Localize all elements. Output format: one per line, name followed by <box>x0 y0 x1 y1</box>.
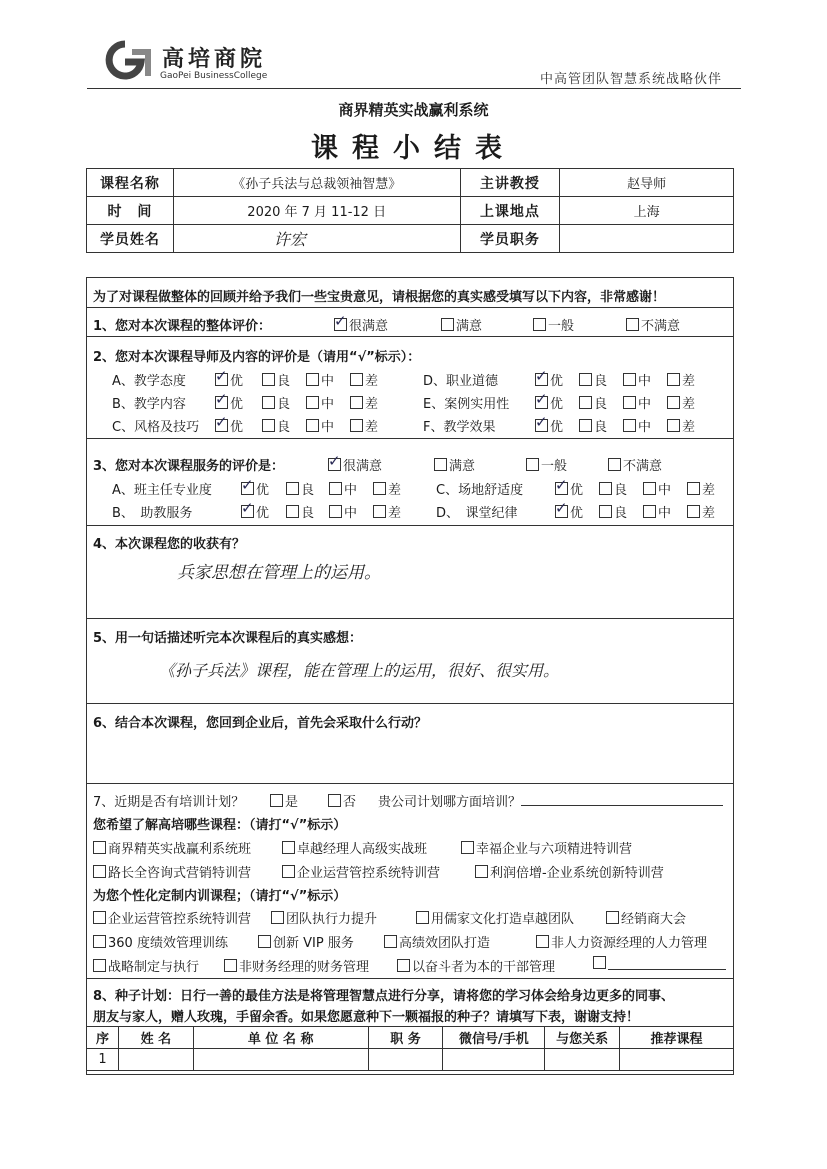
q2-grade-option[interactable] <box>215 393 243 412</box>
checkbox-icon <box>93 935 106 948</box>
q7-option-yes[interactable] <box>270 791 298 810</box>
q3-item-label: C、场地舒适度 <box>436 483 524 498</box>
table-cell[interactable] <box>368 1049 443 1071</box>
grade-label: 良 <box>277 397 291 412</box>
q1-option-unsatisfied[interactable] <box>626 315 680 334</box>
q2-grade-option[interactable] <box>350 370 378 389</box>
grade-label: 优 <box>570 506 584 521</box>
checkbox-checked-icon <box>535 419 548 432</box>
checkbox-icon <box>606 911 619 924</box>
course-name-label: 课程名称 <box>87 169 174 197</box>
table-cell[interactable] <box>443 1049 545 1071</box>
checkbox-icon <box>599 505 612 518</box>
gaopei-logo-icon <box>96 40 154 80</box>
course-name-value[interactable]: 《孙子兵法与总裁领袖智慧》 <box>173 169 460 197</box>
checkbox-icon <box>329 505 342 518</box>
grade-label: 优 <box>256 483 270 498</box>
checkbox-icon <box>286 482 299 495</box>
checkbox-icon <box>608 458 621 471</box>
checkbox-icon <box>282 841 295 854</box>
grade-label: 优 <box>550 397 564 412</box>
custom-courses-label: 为您个性化定制内训课程；（请打“√”标示） <box>93 889 347 904</box>
q2-grade-option[interactable] <box>215 370 243 389</box>
checkbox-icon <box>579 419 592 432</box>
checkbox-icon <box>286 505 299 518</box>
course-option[interactable] <box>416 908 574 927</box>
course-option[interactable] <box>606 908 686 927</box>
q2-item-label: B、教学内容 <box>112 397 186 412</box>
checkbox-icon <box>667 419 680 432</box>
q2-grade-option[interactable] <box>623 370 651 389</box>
option-label: 满意 <box>456 319 483 334</box>
course-option[interactable] <box>536 932 707 951</box>
checkbox-icon <box>626 318 639 331</box>
q3-option-unsatisfied[interactable] <box>608 455 662 474</box>
q3-grade-option[interactable] <box>599 502 627 521</box>
checkbox-icon <box>373 505 386 518</box>
q4-label: 4、本次课程您的收获有？ <box>93 537 246 552</box>
course-option-label: 卓越经理人高级实战班 <box>297 842 428 857</box>
course-option-label: 团队执行力提升 <box>286 912 378 927</box>
q3-grade-option[interactable] <box>643 479 671 498</box>
grade-label: 差 <box>388 506 402 521</box>
grade-label: 优 <box>230 374 244 389</box>
grade-label: 良 <box>594 397 608 412</box>
q1-option-average[interactable] <box>533 315 574 334</box>
checkbox-icon <box>416 911 429 924</box>
checkbox-icon <box>536 935 549 948</box>
q3-item-label: A、班主任专业度 <box>112 483 212 498</box>
course-option-label: 非财务经理的财务管理 <box>239 960 370 975</box>
checkbox-checked-icon <box>215 396 228 409</box>
checkbox-icon <box>643 505 656 518</box>
time-value[interactable]: 2020 年 7 月 11-12 日 <box>173 197 460 225</box>
divider <box>87 307 733 308</box>
checkbox-icon <box>93 865 106 878</box>
divider <box>87 525 733 526</box>
grade-label: 差 <box>702 483 716 498</box>
q2-grade-option[interactable] <box>262 370 290 389</box>
q2-grade-option[interactable] <box>262 416 290 435</box>
checkbox-icon <box>461 841 474 854</box>
divider <box>87 978 733 979</box>
header-divider <box>87 88 741 89</box>
grade-label: 优 <box>230 397 244 412</box>
grade-label: 良 <box>614 483 628 498</box>
checkbox-icon <box>350 373 363 386</box>
grade-label: 中 <box>638 397 652 412</box>
checkbox-icon <box>384 935 397 948</box>
q2-grade-option[interactable] <box>667 393 695 412</box>
course-option[interactable] <box>93 908 251 927</box>
grade-label: 差 <box>365 397 379 412</box>
checkbox-icon <box>262 419 275 432</box>
grade-label: 中 <box>658 506 672 521</box>
grade-label: 中 <box>344 506 358 521</box>
grade-label: 中 <box>321 397 335 412</box>
q3-grade-option[interactable] <box>329 502 357 521</box>
grade-label: 优 <box>230 420 244 435</box>
course-option[interactable] <box>461 838 632 857</box>
grade-label: 中 <box>344 483 358 498</box>
option-label: 不满意 <box>641 319 681 334</box>
course-option[interactable] <box>384 932 490 951</box>
q2-grade-option[interactable] <box>535 393 563 412</box>
checkbox-icon <box>579 373 592 386</box>
grade-label: 优 <box>550 420 564 435</box>
q1-option-satisfied[interactable] <box>441 315 482 334</box>
q2-grade-option[interactable] <box>535 416 563 435</box>
table-row <box>87 1049 734 1071</box>
q5-answer[interactable]: 《孙子兵法》课程，能在管理上的运用，很好、很实用。 <box>159 661 560 680</box>
divider <box>87 703 733 704</box>
q2-grade-option[interactable] <box>215 416 243 435</box>
checkbox-icon <box>687 482 700 495</box>
grade-label: 良 <box>301 483 315 498</box>
grade-label: 优 <box>256 506 270 521</box>
row-number: 1 <box>87 1049 119 1071</box>
q3-grade-option[interactable] <box>286 479 314 498</box>
course-option[interactable] <box>93 956 199 975</box>
intro-text: 为了对课程做整体的回顾并给予我们一些宝贵意见，请根据您的真实感受填写以下内容，非常感谢！ <box>93 290 666 305</box>
checkbox-checked-icon <box>334 318 347 331</box>
q3-grade-option[interactable] <box>286 502 314 521</box>
course-option-label: 经销商大会 <box>621 912 687 927</box>
q2-label: 2、您对本次课程导师及内容的评价是（请用“√”标示）： <box>93 350 421 365</box>
checkbox-icon <box>270 794 283 807</box>
checkbox-icon <box>623 419 636 432</box>
q3-grade-option[interactable] <box>555 502 583 521</box>
table-cell[interactable] <box>193 1049 368 1071</box>
checkbox-icon <box>373 482 386 495</box>
checkbox-icon <box>623 396 636 409</box>
q3-grade-option[interactable] <box>329 479 357 498</box>
q3-grade-option[interactable] <box>373 502 401 521</box>
checkbox-icon <box>593 956 606 969</box>
checkbox-icon <box>526 458 539 471</box>
course-option[interactable] <box>475 862 664 881</box>
grade-label: 中 <box>321 420 335 435</box>
checkbox-icon <box>224 959 237 972</box>
q3-grade-option[interactable] <box>643 502 671 521</box>
grade-label: 良 <box>594 420 608 435</box>
grade-label: 优 <box>570 483 584 498</box>
checkbox-checked-icon <box>241 482 254 495</box>
column-header: 微信号/手机 <box>443 1027 545 1049</box>
checkbox-icon <box>434 458 447 471</box>
q2-grade-option[interactable] <box>262 393 290 412</box>
q3-item-label: B、 助教服务 <box>112 506 193 521</box>
course-info-table <box>86 168 734 253</box>
option-label: 满意 <box>449 459 476 474</box>
grade-label: 差 <box>682 374 696 389</box>
checkbox-icon <box>271 911 284 924</box>
divider <box>87 336 733 337</box>
q2-item-label: A、教学态度 <box>112 374 186 389</box>
q5-label: 5、用一句话描述听完本次课程后的真实感想： <box>93 631 363 646</box>
teacher-value[interactable]: 赵导师 <box>560 169 734 197</box>
q6-label: 6、结合本次课程，您回到企业后，首先会采取什么行动？ <box>93 716 428 731</box>
q2-grade-option[interactable] <box>579 416 607 435</box>
q2-item-label: E、案例实用性 <box>423 397 510 412</box>
option-label: 不满意 <box>623 459 663 474</box>
q3-grade-option[interactable] <box>241 479 269 498</box>
other-course-input[interactable] <box>608 969 726 970</box>
logo-english-name: GaoPei BusinessCollege <box>160 71 268 81</box>
q4-answer[interactable]: 兵家思想在管理上的运用。 <box>177 563 381 583</box>
checkbox-icon <box>667 373 680 386</box>
q3-item-label: D、 课堂纪律 <box>436 506 518 521</box>
seed-plan-table <box>86 1026 734 1071</box>
q3-grade-option[interactable] <box>599 479 627 498</box>
option-label: 很满意 <box>349 319 389 334</box>
grade-label: 差 <box>682 397 696 412</box>
grade-label: 差 <box>702 506 716 521</box>
checkbox-icon <box>533 318 546 331</box>
student-name-field[interactable] <box>173 225 460 253</box>
checkbox-icon <box>306 396 319 409</box>
course-option-label: 非人力资源经理的人力管理 <box>551 936 708 951</box>
q7-option-no[interactable] <box>328 791 356 810</box>
table-cell[interactable] <box>620 1049 734 1071</box>
option-label: 一般 <box>548 319 575 334</box>
divider <box>87 783 733 784</box>
grade-label: 差 <box>682 420 696 435</box>
course-option-label: 高绩效团队打造 <box>399 936 491 951</box>
course-option-label: 战略制定与执行 <box>108 960 200 975</box>
course-option[interactable] <box>282 862 440 881</box>
course-option[interactable] <box>282 838 427 857</box>
checkbox-icon <box>93 911 106 924</box>
checkbox-icon <box>329 482 342 495</box>
column-header: 单 位 名 称 <box>193 1027 368 1049</box>
course-option-label: 企业运营管控系统特训营 <box>297 866 441 881</box>
course-option[interactable] <box>271 908 377 927</box>
grade-label: 差 <box>365 420 379 435</box>
table-cell[interactable] <box>118 1049 193 1071</box>
course-option-label: 创新 VIP 服务 <box>273 936 354 951</box>
place-value[interactable]: 上海 <box>560 197 734 225</box>
course-option[interactable] <box>224 956 369 975</box>
course-option-label: 用儒家文化打造卓越团队 <box>431 912 575 927</box>
student-position-value[interactable] <box>560 225 734 253</box>
grade-label: 良 <box>614 506 628 521</box>
q2-item-label: D、职业道德 <box>423 374 499 389</box>
student-position-label: 学员职务 <box>460 225 560 253</box>
q3-option-satisfied[interactable] <box>434 455 475 474</box>
course-option-label: 商界精英实战赢利系统班 <box>108 842 252 857</box>
option-label: 一般 <box>541 459 568 474</box>
checkbox-checked-icon <box>241 505 254 518</box>
course-option-label: 利润倍增-企业系统创新特训营 <box>490 866 664 881</box>
q3-label: 3、您对本次课程服务的评价是： <box>93 459 285 474</box>
option-label: 否 <box>343 795 357 810</box>
q7-label: 7、近期是否有培训计划？ <box>93 795 245 810</box>
q1-label: 1、您对本次课程的整体评价： <box>93 319 272 334</box>
tagline: 中高管团队智慧系统战略伙伴 <box>540 72 723 87</box>
grade-label: 中 <box>321 374 335 389</box>
course-option[interactable] <box>93 932 228 951</box>
checkbox-icon <box>579 396 592 409</box>
course-option[interactable] <box>258 932 354 951</box>
checkbox-icon <box>262 396 275 409</box>
subtitle: 商界精英实战赢利系统 <box>338 101 489 119</box>
q3-option-average[interactable] <box>526 455 567 474</box>
grade-label: 差 <box>388 483 402 498</box>
course-option-label: 360 度绩效管理训练 <box>108 936 228 951</box>
checkbox-icon <box>282 865 295 878</box>
checkbox-icon <box>350 396 363 409</box>
course-option-label: 企业运营管控系统特训营 <box>108 912 252 927</box>
q3-option-very-satisfied[interactable] <box>328 455 382 474</box>
q2-grade-option[interactable] <box>579 393 607 412</box>
q2-grade-option[interactable] <box>306 393 334 412</box>
checkbox-icon <box>623 373 636 386</box>
table-header-row <box>87 1027 734 1049</box>
logo-chinese-name: 高培商院 <box>162 47 267 72</box>
checkbox-checked-icon <box>535 396 548 409</box>
q2-grade-option[interactable] <box>579 370 607 389</box>
other-course-option[interactable] <box>593 956 726 972</box>
checkbox-icon <box>667 396 680 409</box>
q3-grade-option[interactable] <box>373 479 401 498</box>
teacher-label: 主讲教授 <box>460 169 560 197</box>
checkbox-icon <box>350 419 363 432</box>
divider <box>87 438 733 439</box>
q8-line-1: 8、种子计划：日行一善的最佳方法是将管理智慧点进行分享，请将您的学习体会给身边更多的同事、 <box>93 989 675 1004</box>
checkbox-icon <box>397 959 410 972</box>
q1-option-very-satisfied[interactable] <box>334 315 388 334</box>
q2-grade-option[interactable] <box>667 416 695 435</box>
grade-label: 良 <box>594 374 608 389</box>
checkbox-icon <box>441 318 454 331</box>
checkbox-checked-icon <box>215 373 228 386</box>
course-option[interactable] <box>93 838 251 857</box>
q2-grade-option[interactable] <box>306 416 334 435</box>
checkbox-checked-icon <box>328 458 341 471</box>
column-header: 职 务 <box>368 1027 443 1049</box>
checkbox-icon <box>687 505 700 518</box>
page-title: 课程小结表 <box>311 133 516 164</box>
column-header: 姓 名 <box>118 1027 193 1049</box>
q2-item-label: C、风格及技巧 <box>112 420 200 435</box>
checkbox-icon <box>306 373 319 386</box>
checkbox-checked-icon <box>555 482 568 495</box>
student-name-value: 许宏 <box>273 230 306 249</box>
q2-grade-option[interactable] <box>667 370 695 389</box>
checkbox-icon <box>475 865 488 878</box>
course-option-label: 幸福企业与六项精进特训营 <box>476 842 633 857</box>
grade-label: 优 <box>550 374 564 389</box>
checkbox-checked-icon <box>535 373 548 386</box>
column-header: 序 <box>87 1027 119 1049</box>
student-name-label: 学员姓名 <box>87 225 174 253</box>
q3-grade-option[interactable] <box>555 479 583 498</box>
q2-grade-option[interactable] <box>623 416 651 435</box>
q7-which-input[interactable] <box>521 805 723 806</box>
course-option-label: 路长全咨询式营销特训营 <box>108 866 252 881</box>
column-header: 推荐课程 <box>620 1027 734 1049</box>
time-label: 时 间 <box>87 197 174 225</box>
q3-grade-option[interactable] <box>687 502 715 521</box>
checkbox-icon <box>258 935 271 948</box>
checkbox-icon <box>262 373 275 386</box>
checkbox-icon <box>328 794 341 807</box>
q7-which-label: 贵公司计划哪方面培训？ <box>378 795 522 810</box>
checkbox-icon <box>306 419 319 432</box>
checkbox-icon <box>93 841 106 854</box>
grade-label: 良 <box>277 420 291 435</box>
q3-grade-option[interactable] <box>687 479 715 498</box>
checkbox-checked-icon <box>215 419 228 432</box>
grade-label: 良 <box>277 374 291 389</box>
table-cell[interactable] <box>545 1049 620 1071</box>
course-option[interactable] <box>397 956 555 975</box>
grade-label: 中 <box>658 483 672 498</box>
course-option-label: 以奋斗者为本的干部管理 <box>412 960 556 975</box>
grade-label: 差 <box>365 374 379 389</box>
checkbox-icon <box>93 959 106 972</box>
course-option[interactable] <box>93 862 251 881</box>
q2-item-label: F、教学效果 <box>423 420 496 435</box>
divider <box>87 618 733 619</box>
grade-label: 中 <box>638 420 652 435</box>
q2-grade-option[interactable] <box>350 416 378 435</box>
checkbox-icon <box>643 482 656 495</box>
grade-label: 中 <box>638 374 652 389</box>
grade-label: 良 <box>301 506 315 521</box>
q2-grade-option[interactable] <box>623 393 651 412</box>
survey-form <box>86 277 734 1075</box>
q2-grade-option[interactable] <box>350 393 378 412</box>
q8-line-2: 朋友与家人，赠人玫瑰，手留余香。如果您愿意种下一颗福报的种子？请填写下表，谢谢支持！ <box>93 1010 640 1025</box>
place-label: 上课地点 <box>460 197 560 225</box>
courses-label: 您希望了解高培哪些课程：（请打“√”标示） <box>93 818 347 833</box>
checkbox-checked-icon <box>555 505 568 518</box>
q2-grade-option[interactable] <box>306 370 334 389</box>
option-label: 是 <box>285 795 299 810</box>
option-label: 很满意 <box>343 459 383 474</box>
q2-grade-option[interactable] <box>535 370 563 389</box>
q3-grade-option[interactable] <box>241 502 269 521</box>
checkbox-icon <box>599 482 612 495</box>
column-header: 与您关系 <box>545 1027 620 1049</box>
